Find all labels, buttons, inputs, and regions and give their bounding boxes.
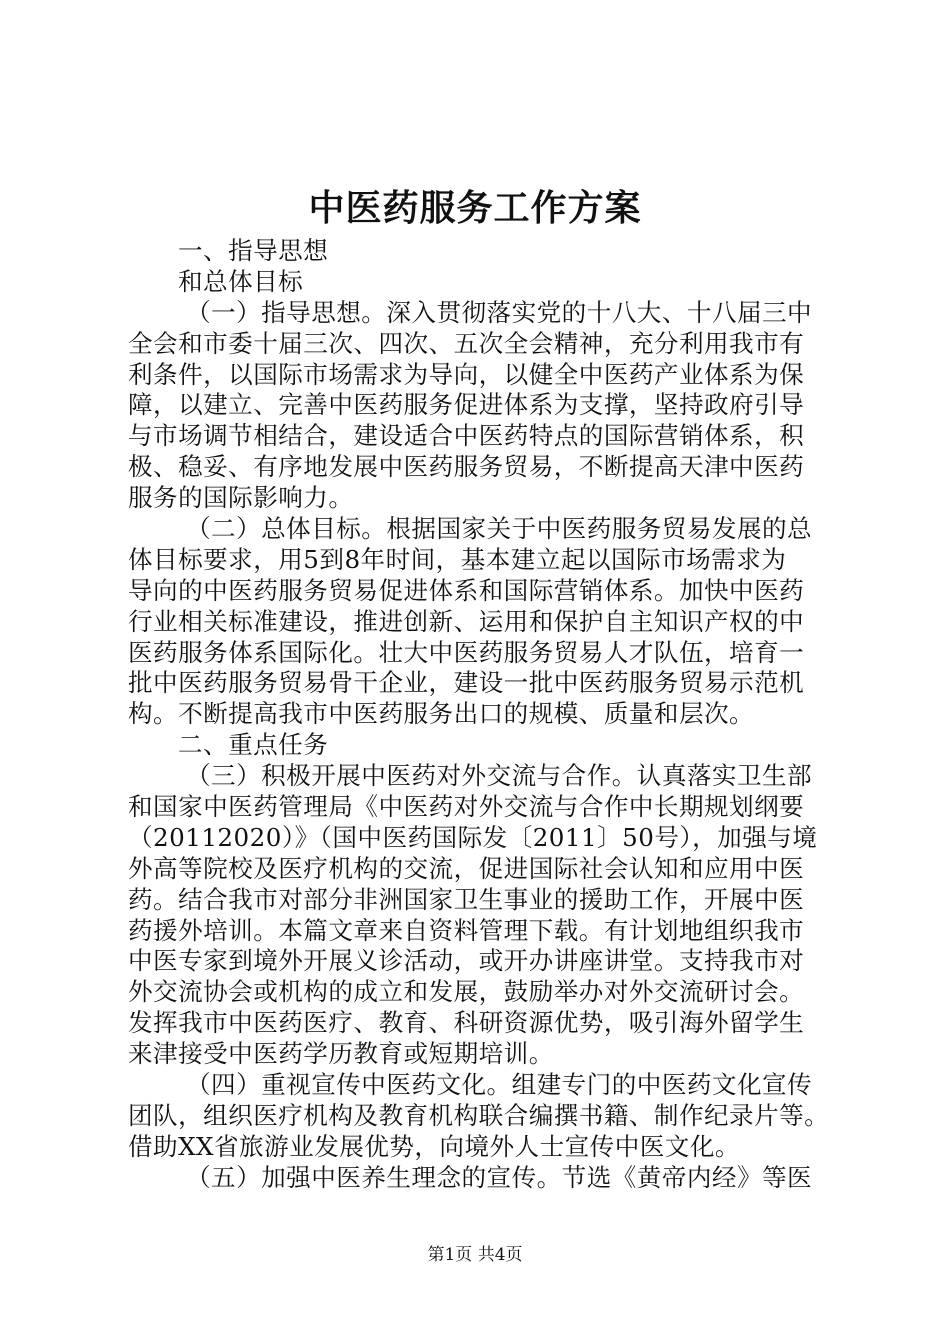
page-title: 中医药服务工作方案 [308,187,642,229]
text-line: 与市场调节相结合，建设适合中医药特点的国际营销体系，积 [128,421,805,451]
text-line: 导向的中医药服务贸易促进体系和国际营销体系。加快中医药 [128,575,805,605]
text-line: 药。结合我市对部分非洲国家卫生事业的援助工作，开展中医 [128,884,805,914]
text-line: 发挥我市中医药医疗、教育、科研资源优势，吸引海外留学生 [128,1008,805,1038]
text-line: 来津接受中医药学历教育或短期培训。 [128,1039,554,1069]
text-line: 利条件，以国际市场需求为导向，以健全中医药产业体系为保 [128,359,805,389]
text-line: 构。不断提高我市中医药服务出口的规模、质量和层次。 [128,699,755,729]
text-line: 批中医药服务贸易骨干企业，建设一批中医药服务贸易示范机 [128,668,805,698]
text-line: 和国家中医药管理局《中医药对外交流与合作中长期规划纲要 [128,792,805,822]
text-line: （二）总体目标。根据国家关于中医药服务贸易发展的总 [186,514,813,544]
text-line: （五）加强中医养生理念的宣传。节选《黄帝内经》等医 [186,1162,813,1192]
text-line: 外高等院校及医疗机构的交流，促进国际社会认知和应用中医 [128,853,805,883]
text-line: 行业相关标准建设，推进创新、运用和保护自主知识产权的中 [128,606,805,636]
text-line: （三）积极开展中医药对外交流与合作。认真落实卫生部 [186,761,813,791]
text-line: 借助XX省旅游业发展优势，向境外人士宣传中医文化。 [128,1131,740,1161]
text-line: 医药服务体系国际化。壮大中医药服务贸易人才队伍，培育一 [128,637,805,667]
text-line: 药援外培训。本篇文章来自资料管理下载。有计划地组织我市 [128,915,805,945]
text-line: 极、稳妥、有序地发展中医药服务贸易，不断提高天津中医药 [128,452,805,482]
text-line: （20112020）》（国中医药国际发〔2011〕50号），加强与境 [128,822,818,852]
text-line: 体目标要求，用5到8年时间，基本建立起以国际市场需求为 [128,544,787,574]
text-line: （四）重视宣传中医药文化。组建专门的中医药文化宣传 [186,1070,813,1100]
text-line: 障，以建立、完善中医药服务促进体系为支撑，坚持政府引导 [128,390,805,420]
text-line: 团队，组织医疗机构及教育机构联合编撰书籍、制作纪录片等。 [128,1100,830,1130]
text-line: 和总体目标 [178,266,304,296]
text-line: （一）指导思想。深入贯彻落实党的十八大、十八届三中 [186,297,813,327]
text-line: 服务的国际影响力。 [128,483,354,513]
document-body [128,236,834,1194]
text-line: 二、重点任务 [178,730,329,760]
page-footer: 第1页 共4页 [427,1245,523,1265]
text-line: 中医专家到境外开展义诊活动，或开办讲座讲堂。支持我市对 [128,946,805,976]
text-line: 一、指导思想 [178,236,329,265]
text-line: 外交流协会或机构的成立和发展，鼓励举办对外交流研讨会。 [128,977,805,1007]
text-line: 全会和市委十届三次、四次、五次全会精神，充分利用我市有 [128,328,805,358]
